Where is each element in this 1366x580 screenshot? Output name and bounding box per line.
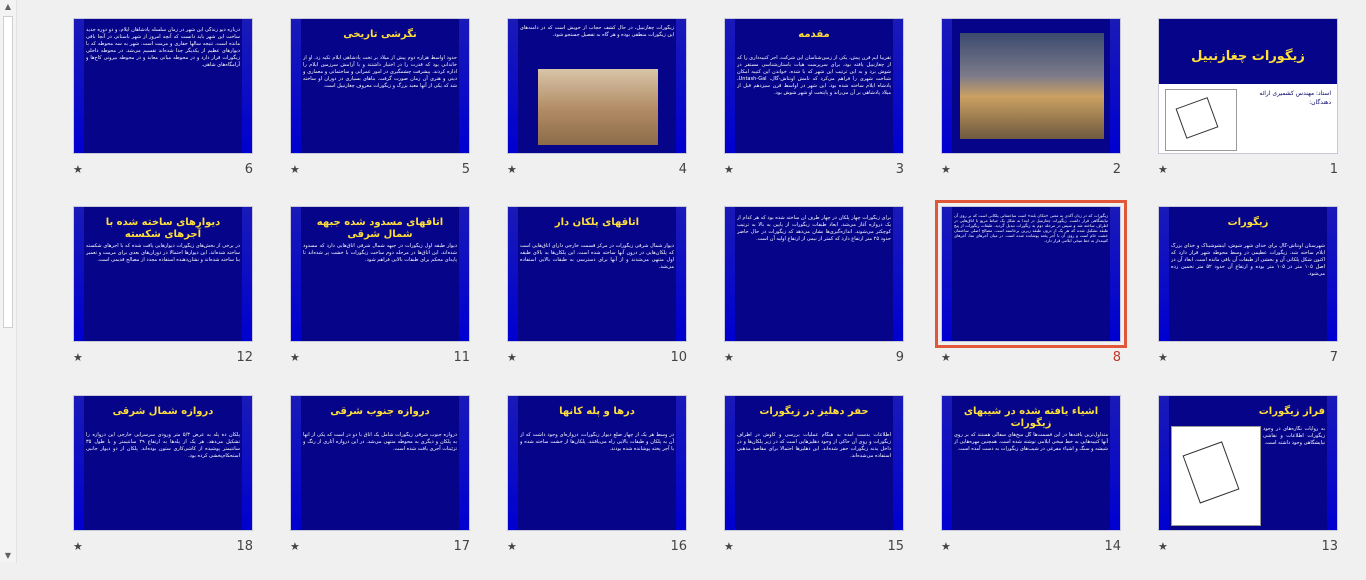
slide-number: 11	[453, 350, 470, 365]
slide-border-stripe	[942, 396, 952, 530]
slide-thumbnail[interactable]	[1158, 395, 1338, 531]
slide-border-stripe	[893, 19, 903, 153]
slide-title: اتاقهای مسدود شده جبهه شمال شرقی	[316, 217, 444, 240]
transition-star-icon[interactable]: ★	[1158, 163, 1168, 176]
slide-number: 7	[1329, 350, 1338, 365]
ziggurat-plan-image	[1165, 89, 1237, 151]
slide-number: 2	[1112, 162, 1121, 177]
slide-title: دیوارهای ساخته شده با آجرهای شکسته	[105, 217, 221, 240]
slide-meta	[507, 540, 687, 556]
slide-body-text: در وسط هر یک از چهار ضلع دیوار زیگورات، دروازه‌ای وجود داشت که از آن به پلکان و طبقات بالایی راه می‌یافتند. پلکان‌ها از خشت ساخته شده و با آجر پخته پوشانده شده بودند.	[520, 432, 674, 452]
slide-border-stripe	[74, 207, 84, 341]
slide-body-text: پلکان ده پله به عرض ۵/۳ متر ورودی سرسرایی خارجی این دروازه را تشکیل می‌دهد. هر یک از پله‌ها به ارتفاع ۲۹ سانتیمتر و با طول ۳۵ سانتیمتر پوشیده از کاشی‌کاری ستون بوده‌اند. پلکان از دو دیوار جانبی استحکام‌بخشی کرده بود.	[86, 432, 240, 459]
slide-title: حفر دهلیز در زیگورات	[759, 406, 869, 417]
slide-thumbnail[interactable]	[290, 395, 470, 531]
transition-star-icon[interactable]: ★	[941, 351, 951, 364]
slide-number: 6	[244, 162, 253, 177]
slide-meta	[73, 351, 253, 367]
slide-number: 4	[678, 162, 687, 177]
slide-body-text: در برخی از بخش‌های زیگورات دیوارهایی یافت شده که با آجرهای شکسته ساخته شده‌اند. این دیوارها احتمالا در دوران‌های بعدی برای مرمت و تعمیر بنا ساخته شده‌اند و نشان‌دهنده استفاده مجدد از مصالح قدیمی است.	[86, 243, 240, 263]
slide-body-text: تقریبا ایم قرن پیش، یکی از زمین‌شناسان این شرکت، اجر کتیبه‌داری را که از چغازنبیل یافته بود، برای سرپرست هیات باستان‌شناسی مستقر در شوش برد و به این ترتیب این شهر که با شده، خواندن این کتیبه امکان شناخت شهری را فراهم می‌کرد که نامش اونتاش-گال، Untash-Gal، پادشاه ایلام ساخته شده بود. این شهر در اواسط قرن سیزدهم قبل از میلاد پادشاهی بر آن می‌راند و پایتخت او شهر شوش بود.	[737, 55, 891, 96]
ziggurat-photo	[960, 33, 1104, 139]
slide-title: دروازه شمال شرقی	[112, 406, 214, 417]
scroll-thumb[interactable]	[3, 16, 13, 328]
slide-body-text: دروازه جنوب شرقی زیگورات شامل یک اتاق با دو در است که یکی از آنها به پلکان و دیگری به محوطه منتهی می‌شد. در این دروازه آثاری از رنگ و تزئینات آجری یافت شده است.	[303, 432, 457, 452]
transition-star-icon[interactable]: ★	[507, 351, 517, 364]
slide-body-text: دیوار طبقه اول زیگورات در جبهه شمال شرقی اتاق‌هایی دارد که مسدود شده‌اند. این اتاق‌ها در مرحله دوم ساخت زیگورات با خشت پر شده‌اند تا پایه‌ای محکم برای طبقات بالایی فراهم شود.	[303, 243, 457, 263]
slide-border-stripe	[893, 207, 903, 341]
slide-thumbnail[interactable]	[290, 206, 470, 342]
slide-meta	[73, 163, 253, 179]
slide-number: 17	[453, 539, 470, 554]
slide-body-text: برای زیگورات چهار پلکان در چهار طرف آن ساخته شده بود که هر کدام از یک دروازه آغاز می‌شد. ابعاد طبقات زیگورات از پایین به بالا به ترتیب کوچکتر می‌شوند. اندازه‌گیری‌ها نشان می‌دهد که زیگورات در حال حاضر حدود ۲۵ متر ارتفاع دارد که کمتر از نیمی از ارتفاع اولیه آن است.	[737, 215, 891, 242]
ziggurat-photo	[538, 69, 658, 145]
slide-number: 10	[670, 350, 687, 365]
slide-number: 9	[895, 350, 904, 365]
slide-thumbnail-cell[interactable]	[507, 395, 707, 580]
slide-body-text: استاد: مهندس کشمیری ارائه دهندگان:	[1259, 90, 1331, 106]
slide-number: 14	[1104, 539, 1121, 554]
slide-border-stripe	[725, 19, 735, 153]
slide-thumbnail[interactable]	[724, 18, 904, 154]
slide-number: 15	[887, 539, 904, 554]
slide-thumbnail[interactable]	[724, 395, 904, 531]
ziggurat-plan-image	[1171, 426, 1261, 526]
slide-border-stripe	[1110, 207, 1120, 341]
slide-meta	[290, 163, 470, 179]
slide-meta	[941, 351, 1121, 367]
slide-border-stripe	[1327, 207, 1337, 341]
slide-thumbnail-cell[interactable]	[507, 206, 707, 391]
slide-thumbnail-cell[interactable]	[73, 18, 273, 203]
slide-meta	[290, 540, 470, 556]
slide-title: زیگورات چغازنبیل	[1191, 49, 1305, 64]
slide-thumbnail[interactable]	[941, 18, 1121, 154]
slide-meta	[290, 351, 470, 367]
slide-border-stripe	[291, 396, 301, 530]
slide-border-stripe	[508, 19, 518, 153]
slide-number: 1	[1329, 162, 1338, 177]
transition-star-icon[interactable]: ★	[724, 163, 734, 176]
slide-thumbnail-cell[interactable]	[507, 18, 707, 203]
slide-meta	[724, 163, 904, 179]
slide-number: 13	[1321, 539, 1338, 554]
transition-star-icon[interactable]: ★	[724, 351, 734, 364]
slide-thumbnail[interactable]	[1158, 18, 1338, 154]
transition-star-icon[interactable]: ★	[290, 351, 300, 364]
slide-thumbnail[interactable]	[507, 206, 687, 342]
slide-body-text: حدود اواسط هزاره دوم پیش از میلاد بر تخت پادشاهی ایلام تکیه زد. او از خاندانی بود که قدرت را در اختیار داشتند و با آرامش سرزمین ایلام را اداره کردند. پیشرفت چشمگیری در امور عمرانی و ساختمانی و معماری و دینی و هنری آن زمان صورت گرفت. بناهای بسیاری در دوران او ساخته شد که یکی از آنها معبد بزرگ و زیگورات معروف چغازنبیل است.	[303, 55, 457, 89]
slide-number: 16	[670, 539, 687, 554]
slide-thumbnail-cell[interactable]	[290, 395, 490, 580]
slide-number: 3	[895, 162, 904, 177]
slide-thumbnail[interactable]	[73, 18, 253, 154]
slide-body-text: درباره دیو زندگی این شهر در زمان سلسله پادشاهان ایلام، و دو دوره جدید ساخت این شهر باید دانست که آنچه امروز از شهر باستانی در آنجا باقی مانده است، نتیجه سالها حفاری و مرمت است. شهر به سه محوطه که با دیوارهای عظیم از یکدیگر جدا شده‌اند تقسیم می‌شد. در محوطه داخلی زیگورات قرار دارد و در محوطه میانی معابد و در محوطه بیرونی کاخ‌ها و آرامگاه‌های شاهی.	[86, 27, 240, 68]
transition-star-icon[interactable]: ★	[73, 351, 83, 364]
slide-thumbnail[interactable]	[73, 395, 253, 531]
transition-star-icon[interactable]: ★	[724, 540, 734, 553]
transition-star-icon[interactable]: ★	[941, 163, 951, 176]
slide-border-stripe	[459, 396, 469, 530]
transition-star-icon[interactable]: ★	[73, 163, 83, 176]
slide-thumbnail-cell[interactable]	[290, 206, 490, 391]
slide-thumbnail-cell[interactable]	[724, 18, 924, 203]
slide-body-text: زیگورات چغازنبیل، در حال کشف حجاب از خویش است که در دامنه‌های این زیگورات منطقی بوده و هر گاه به تفصیل جستجو شود.	[520, 25, 674, 38]
slide-body-text: دیوار شمال شرقی زیگورات در مرکز قسمت خارجی دارای اتاق‌هایی است که پلکان‌هایی در درون آنها ساخته شده است. این پلکان‌ها به بالای طبقه اول منتهی می‌شدند و از آنها برای دسترسی به طبقات بالایی استفاده می‌شد.	[520, 243, 674, 270]
slide-body-text: اطلاعات بدست آمده به هنگام عملیات بررسی و کاوش در اطراف زیگورات و روی آن حاکی از وجود دهلیزهایی است که در زیر پلکان‌ها و در داخل بدنه زیگورات حفر شده‌اند. این دهلیزها احتمالا برای مقاصد مذهبی استفاده می‌شده‌اند.	[737, 432, 891, 459]
slide-title: مقدمه	[798, 29, 830, 40]
slide-thumbnail[interactable]	[941, 395, 1121, 531]
slide-border-stripe	[459, 19, 469, 153]
slide-border-stripe	[242, 19, 252, 153]
slide-border-stripe	[1327, 396, 1337, 530]
slide-title: دروازه جنوب شرقی	[330, 406, 430, 417]
slide-meta	[941, 540, 1121, 556]
slide-thumbnail[interactable]	[290, 18, 470, 154]
slide-thumbnail-cell[interactable]	[1158, 18, 1358, 203]
slide-thumbnail[interactable]	[507, 395, 687, 531]
slide-thumbnail-cell[interactable]	[1158, 206, 1358, 391]
vertical-scrollbar[interactable]	[0, 0, 17, 563]
slide-thumbnail-cell[interactable]	[1158, 395, 1358, 580]
slide-border-stripe	[676, 396, 686, 530]
slide-border-stripe	[242, 207, 252, 341]
slide-number: 5	[461, 162, 470, 177]
slide-border-stripe	[676, 207, 686, 341]
slide-thumbnail-cell[interactable]	[941, 18, 1141, 203]
slide-thumbnail-cell[interactable]	[73, 395, 273, 580]
slide-thumbnail[interactable]	[73, 206, 253, 342]
slide-meta	[507, 163, 687, 179]
slide-border-stripe	[725, 396, 735, 530]
slide-thumbnail-cell[interactable]	[724, 395, 924, 580]
slide-title: درها و پله کانها	[559, 406, 635, 417]
slide-border-stripe	[1110, 396, 1120, 530]
transition-star-icon[interactable]: ★	[1158, 351, 1168, 364]
slide-meta	[724, 351, 904, 367]
slide-meta	[1158, 540, 1338, 556]
slide-number: 12	[236, 350, 253, 365]
slide-title: زیگورات	[1227, 217, 1269, 228]
transition-star-icon[interactable]: ★	[290, 540, 300, 553]
slide-border-stripe	[508, 396, 518, 530]
slide-thumbnail[interactable]	[1158, 206, 1338, 342]
slide-border-stripe	[508, 207, 518, 341]
slide-thumbnail-cell[interactable]	[941, 395, 1141, 580]
slide-thumbnail[interactable]	[941, 206, 1121, 342]
transition-star-icon[interactable]: ★	[507, 163, 517, 176]
slide-border-stripe	[242, 396, 252, 530]
slide-meta	[73, 540, 253, 556]
transition-star-icon[interactable]: ★	[941, 540, 951, 553]
slide-title: فراز زیگورات	[1258, 406, 1325, 417]
slide-border-stripe	[725, 207, 735, 341]
slide-thumbnail-cell[interactable]	[724, 206, 924, 391]
slide-border-stripe	[1110, 19, 1120, 153]
slide-meta	[507, 351, 687, 367]
slide-border-stripe	[942, 207, 952, 341]
transition-star-icon[interactable]: ★	[73, 540, 83, 553]
slide-border-stripe	[291, 207, 301, 341]
slide-border-stripe	[1159, 396, 1169, 530]
slide-border-stripe	[459, 207, 469, 341]
slide-number: 18	[236, 539, 253, 554]
scroll-up-arrow-icon[interactable]: ▲	[4, 2, 12, 11]
slide-number: 8	[1112, 350, 1121, 365]
slide-thumbnail-cell[interactable]	[941, 206, 1141, 391]
slide-border-stripe	[74, 19, 84, 153]
slide-body-text: متداول‌ترین یافته‌ها در این قسمت‌ها گل میخ‌های سفالی هستند که بر روی آنها کتیبه‌هایی به خط میخی ایلامی نوشته شده است. همچنین مهره‌هایی از شیشه و سنگ و اشیاء مفرغی در شیب‌های زیگورات به دست آمده است.	[954, 432, 1108, 452]
slide-title: اشیاء یافته شده در شیبهای زیگورات	[963, 406, 1099, 429]
slide-border-stripe	[1159, 207, 1169, 341]
slide-meta	[1158, 163, 1338, 179]
slide-thumbnail-cell[interactable]	[290, 18, 490, 203]
slide-body-text: شهرستان اونتاش-گال برای خدای شهر شوش، اینشوشیناک و خدای بزرگ ایلام ساخته شد. زیگورات عظیمی در وسط محوطه شهر قرار دارد که اکنون شکل پلکانی آن و بخشی از طبقات آن باقی مانده است. ابعاد آن در اصل ۱۰۵ متر در ۱۰۵ متر بوده و ارتفاع آن حدود ۵۲ متر تخمین زده می‌شود.	[1171, 243, 1325, 277]
slide-meta	[724, 540, 904, 556]
slide-border-stripe	[893, 396, 903, 530]
transition-star-icon[interactable]: ★	[1158, 540, 1168, 553]
slide-border-stripe	[676, 19, 686, 153]
transition-star-icon[interactable]: ★	[290, 163, 300, 176]
slide-border-stripe	[291, 19, 301, 153]
slide-body-text: زیگورات که در زبان آکدی به معنی «مکان بلند» است ساختمانی پلکانی است که بر روی آن نیایشگاهی قرار داشت. زیگورات چغازنبیل در ابتدا به شکل یک حیاط مربع با اتاق‌هایی در اطراف ساخته شد و سپس در مرحله دوم به زیگورات تبدیل گردید. طبقات زیگورات از پنج طبقه تشکیل شده که هر یک از درون طبقه زیرین برخاسته است. مصالح اصلی ساختمان خشت خام است و روی آن با آجر پخته پوشانده شده است. در میان آجرهای نما، آجرهای کتیبه‌دار به خط میخی ایلامی قرار دارد.	[954, 213, 1108, 243]
slide-title: نگرشی تاریخی	[343, 29, 417, 40]
slide-thumbnail[interactable]	[507, 18, 687, 154]
slide-title: اتاقهای پلکان دار	[554, 217, 640, 228]
slide-border-stripe	[74, 396, 84, 530]
slide-meta	[1158, 351, 1338, 367]
slide-border-stripe	[942, 19, 952, 153]
slide-thumbnail[interactable]	[724, 206, 904, 342]
transition-star-icon[interactable]: ★	[507, 540, 517, 553]
slide-meta	[941, 163, 1121, 179]
scroll-down-arrow-icon[interactable]: ▼	[4, 551, 12, 560]
slide-thumbnail-cell[interactable]	[73, 206, 273, 391]
slide-body-text: به روایات نگاره‌های در وجود زیگورات اطلاعات و نقاشی نیایشگاهی وجود داشته است.	[1263, 426, 1325, 446]
